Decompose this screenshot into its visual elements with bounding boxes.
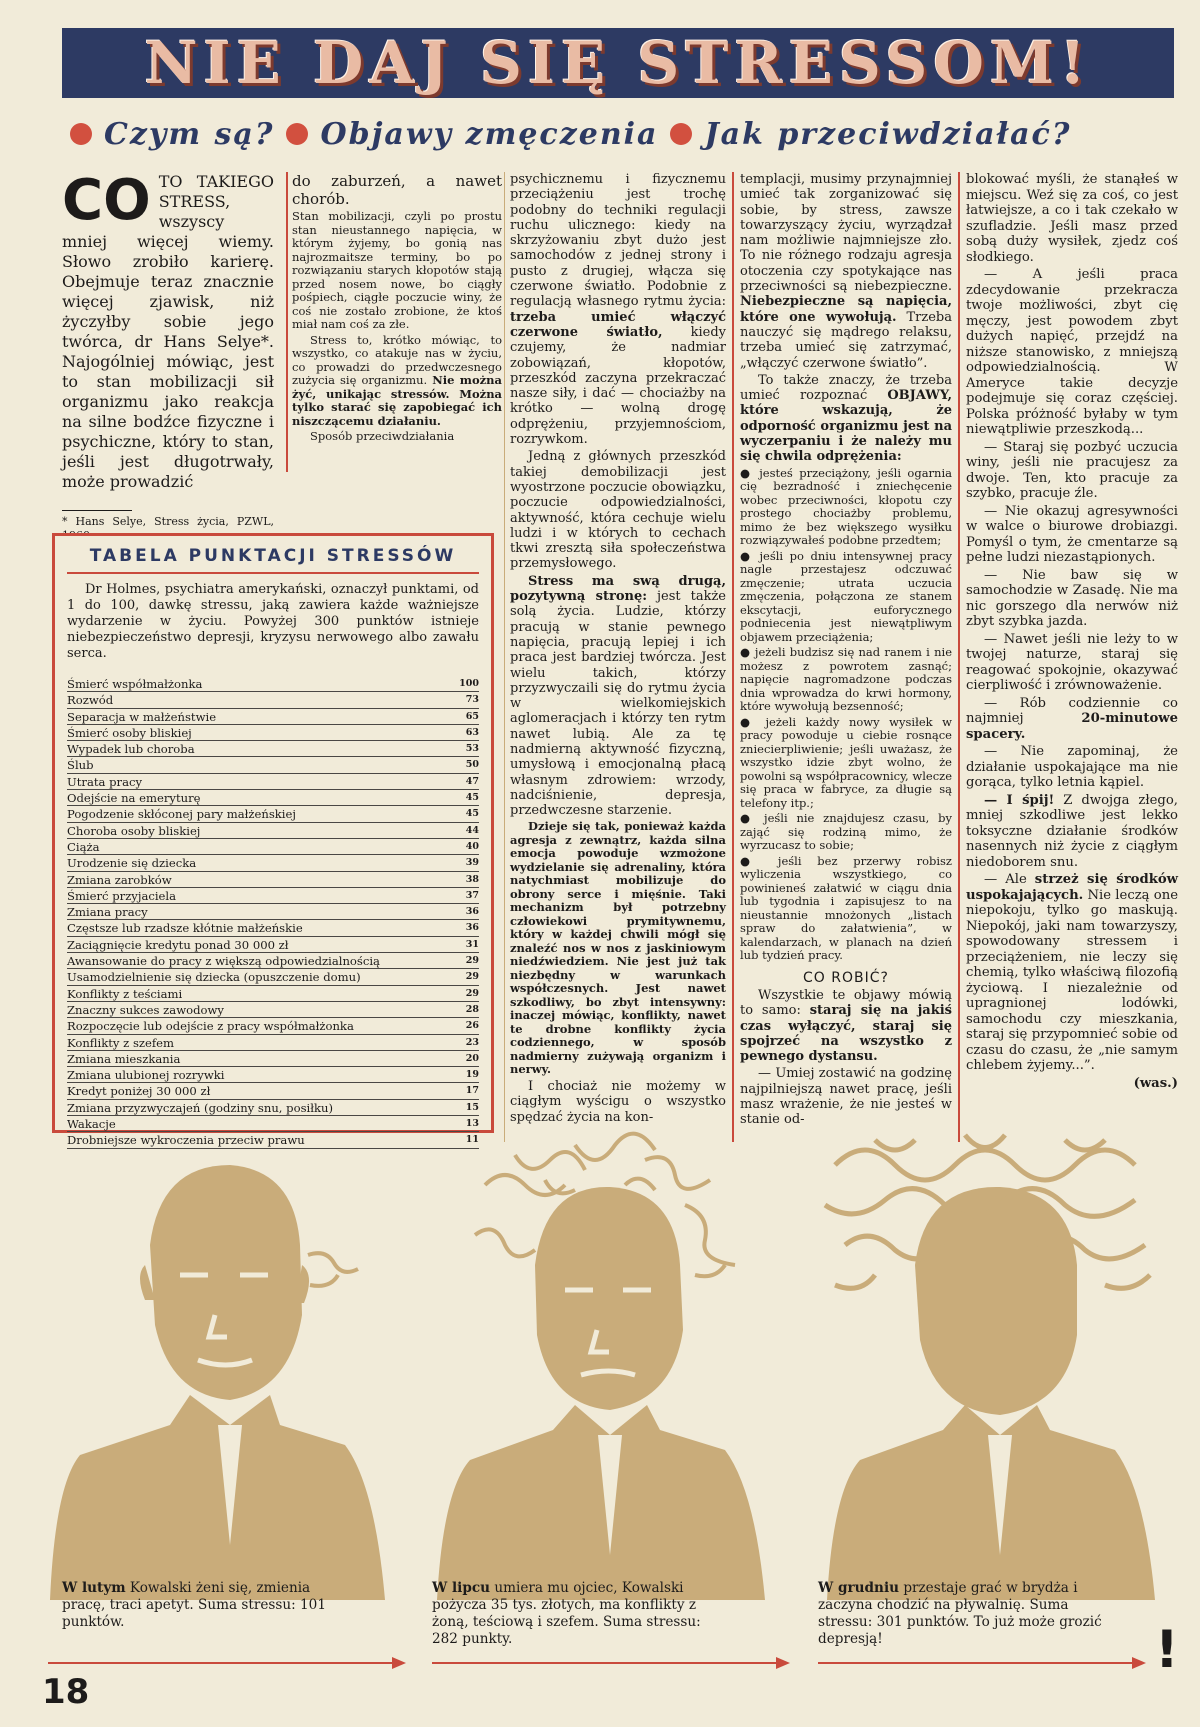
col4-p4: — Umiej zostawić na godzinę najpilniejszą nawet pracę, jeśli masz wrażenie, że nie jesteś w stanie od-	[740, 1066, 952, 1128]
table-row-label: Pogodzenie skłóconej pary małżeńskiej	[67, 807, 296, 822]
table-row-label: Ślub	[67, 758, 94, 773]
table-row-points: 65	[465, 710, 479, 722]
table-row	[67, 1035, 479, 1051]
table-row	[67, 741, 479, 757]
subhead-1: Czym są?	[104, 116, 275, 152]
table-row-label: Zmiana ulubionej rozrywki	[67, 1068, 225, 1083]
col5-p9-bold: — I śpij!	[984, 792, 1055, 808]
col2-p2: Stan mobilizacji, czyli po prostu stan nieustannego napięcia, w którym żyjemy, bo gonią nas najrozmaitsze terminy, bo po rozwiązaniu starych kłopotów stają przed nosem nowe, bo ciągły pośpiech, ciągłe poczucie winy, że coś nie zostało zrobione, że ktoś miał nam coś za złe.	[292, 209, 502, 331]
caption-december-text: przestaje grać w brydża i zaczyna chodzić na pływalnię. Suma stressu: 301 punktów. To już może grozić depresją!	[818, 1580, 1102, 1647]
col5-p2: — A jeśli praca zdecydowanie przekracza twoje możliwości, zbyt cię męczy, jest powodem zbyt dużych napięć, przejdź na niższe stanowisko, z mniejszą odpowiedzialnością. W Ameryce takie decyzje podejmuje się coraz częściej. Polska próżność byłaby w tym niewątpliwie przeszkodą...	[966, 267, 1178, 437]
symptom-2: ● jeśli po dniu intensywnej pracy nagle przestajesz odczuwać zmęczenie; utrata uczucia zmęczenia, połączona ze stanem ekscytacji, euforycznego podniecenia jest niewątpliwym objawem przeciążenia;	[740, 548, 952, 644]
section-heading: CO ROBIĆ?	[803, 969, 889, 986]
col3-p3	[510, 574, 726, 819]
table-row-label: Choroba osoby bliskiej	[67, 823, 201, 838]
table-row	[67, 986, 479, 1002]
table-row	[67, 823, 479, 839]
subhead-3: Jak przeciwdziałać?	[704, 116, 1072, 152]
symptom-5: ● jeśli nie znajdujesz czasu, by zająć się rodziną mimo, że wyrzucasz to sobie;	[740, 811, 952, 853]
table-row	[67, 872, 479, 888]
table-row-points: 45	[465, 808, 479, 820]
subhead-2: Objawy zmęczenia	[320, 116, 659, 152]
table-row-points: 39	[465, 857, 479, 869]
table-row-points: 44	[465, 824, 479, 836]
table-row-label: Urodzenie się dziecka	[67, 856, 197, 871]
table-row-points: 11	[465, 1134, 479, 1146]
caption-february	[62, 1580, 342, 1631]
table-row-points: 36	[465, 922, 479, 934]
illustration-calm-man	[40, 1125, 395, 1600]
title-banner	[62, 28, 1174, 98]
table-row-points: 31	[465, 938, 479, 950]
table-row-points: 37	[465, 889, 479, 901]
timeline-arrow-icon	[818, 1656, 1148, 1670]
col4-p1-bold: Niebezpieczne są napięcia, które one wywołują.	[740, 294, 952, 325]
col5-p6: — Nawet jeśli nie leży to w twojej naturze, staraj się reagować spokojnie, okazywać cierpliwość i zrównoważenie.	[966, 631, 1178, 693]
footnote-text: * Hans Selye, Stress życia, PZWL,	[62, 515, 274, 528]
symptom-1: ● jesteś przeciążony, jeśli ogarnia cię bezradność i zniechęcenie wobec przeciwności, kłopotu czy prostego chociażby problemu, mimo że bez większego wysiłku rozwiązywałeś podobne przedtem;	[740, 465, 952, 548]
col5-p4: — Nie okazuj agresywności w walce o biurowe drobiazgi. Pomyśl o tym, że cmentarze są pełne ludzi niezastąpionych.	[966, 503, 1178, 565]
table-row-label: Ciąża	[67, 839, 100, 854]
table-row-points: 15	[465, 1101, 479, 1113]
table-row-points: 73	[465, 694, 479, 706]
table-row-points: 53	[465, 743, 479, 755]
col2-p3-text: Stress to, krótko mówiąc, to wszystko, co atakuje nas w życiu, co prowadzi do przedwczesnego zużycia się organizmu.	[292, 332, 502, 387]
subheads	[58, 112, 1178, 156]
table-row-points: 100	[459, 678, 479, 689]
page-title: NIE DAJ SIĘ STRESSOM!	[144, 29, 1092, 97]
table-row-label: Konflikty z szefem	[67, 1035, 175, 1050]
col5-p1: blokować myśli, że stanąłeś w miejscu. Weź się za coś, co jest łatwiejsze, a co i tak czekało w szufladzie. Jeśli masz przed sobą duży wysiłek, zjedz coś słodkiego.	[966, 172, 1178, 265]
table-row-label: Zmiana pracy	[67, 905, 148, 920]
table-row	[67, 790, 479, 806]
table-row	[67, 920, 479, 936]
col4-p3	[740, 988, 952, 1064]
table-row-label: Konflikty z teściami	[67, 986, 183, 1001]
col4-p1-text2: Trzeba nauczyć się mądrego relaksu, trzeba umieć się zatrzymać, „włączyć czerwone światło”.	[740, 309, 952, 371]
table-row-points: 20	[465, 1052, 479, 1064]
table-row	[67, 806, 479, 822]
table-row-points: 26	[465, 1020, 479, 1032]
caption-february-text: Kowalski żeni się, zmienia pracę, traci apetyt. Suma stressu: 101 punktów.	[62, 1580, 326, 1630]
col2-p3-bold: Nie można żyć, unikając stressów. Można tylko starać się zapobiegać ich niszczącemu działaniu.	[292, 373, 502, 428]
table-row-label: Śmierć przyjaciela	[67, 888, 177, 903]
col3-p4: Dzieje się tak, ponieważ każda agresja z zewnątrz, każda silna emocja powoduje wzmożone wydzielanie się adrenaliny, która natychmiast mobilizuje do obrony serce i mięśnie. Taki mechanizm był potrzebny człowiekowi prymitywnemu, który w każdej chwili mógł się znaleźć nos w nos z jaskiniowym niedźwiedziem. Nie jest już tak niezbędny w warunkach współczesnych. Jest nawet szkodliwy, bo zbyt intensywny: inaczej mówiąc, konflikty, nawet te drobne konflikty życia codziennego, w sposób nadmierny zużywają organizm i nerwy.	[510, 819, 726, 1077]
timeline-arrow-icon	[48, 1656, 408, 1670]
page-number: 18	[42, 1672, 90, 1712]
table-row-label: Znaczny sukces zawodowy	[67, 1002, 224, 1017]
table-row	[67, 774, 479, 790]
col3-p5: I chociaż nie możemy w ciągłym wyścigu o wszystko spędzać życia na kon-	[510, 1078, 726, 1125]
col5-p9-text: Z dwojga złego, mniej szkodliwe jest lekko toksyczne działanie środków nasennych niż życie z ciągłym niedoborem snu.	[966, 792, 1178, 870]
table-row-label: Wypadek lub choroba	[67, 742, 195, 757]
table-row-label: Kredyt poniżej 30 000 zł	[67, 1084, 211, 1099]
table-row	[67, 1083, 479, 1099]
table-row-label: Odejście na emeryturę	[67, 791, 201, 806]
table-row	[67, 757, 479, 773]
table-row-label: Śmierć współmałżonka	[67, 677, 203, 691]
table-row-points: 63	[465, 726, 479, 738]
caption-july-lead: W lipcu	[432, 1580, 490, 1596]
col3-p1-bold: trzeba umieć włączyć czerwone światło,	[510, 309, 726, 340]
table-row-points: 23	[465, 1036, 479, 1048]
col3-p1	[510, 172, 726, 447]
table-row-points: 19	[465, 1069, 479, 1081]
table-row-label: Utrata pracy	[67, 774, 143, 789]
col4-p1	[740, 172, 952, 371]
table-row-points: 45	[465, 792, 479, 804]
col4-p2-text: To także znaczy, że trzeba umieć rozpoznać	[740, 372, 952, 404]
table-row-label: Zaciągnięcie kredytu ponad 30 000 zł	[67, 937, 289, 952]
table-row-points: 28	[465, 1003, 479, 1015]
table-row-label: Usamodzielnienie się dziecka (opuszczenie domu)	[67, 970, 361, 985]
col5-p8: — Nie zapominaj, że działanie uspokajające ma nie gorąca, tylko letnia kąpiel.	[966, 744, 1178, 790]
table-row	[67, 1051, 479, 1067]
col5-p7	[966, 696, 1178, 743]
table-rows	[67, 676, 479, 1149]
table-row-label: Rozpoczęcie lub odejście z pracy współmałżonka	[67, 1019, 354, 1034]
col4-p2-bold: OBJAWY, które wskazują, że odporność organizmu jest na wyczerpaniu i że należy mu się chwila odprężenia:	[740, 388, 952, 465]
table-row	[67, 1100, 479, 1116]
table-row-label: Drobniejsze wykroczenia przeciw prawu	[67, 1133, 305, 1148]
table-row-points: 36	[465, 906, 479, 918]
drop-cap: CO	[62, 168, 151, 233]
symptom-6: ● jeśli bez przerwy robisz wyliczenia wszystkiego, co powinieneś załatwić w ciągu dnia lub tygodnia i zapisujesz to na nieustannie mnożonych „listach spraw do załatwienia”, w kalendarzach, w planach na dzień lub tydzień pracy.	[740, 853, 952, 963]
table-row-points: 13	[465, 1118, 479, 1130]
table-row	[67, 855, 479, 871]
col2-p4: Sposób przeciwdziałania	[310, 429, 455, 443]
table-title: TABELA PUNKTACJI STRESSÓW	[67, 546, 479, 574]
col5-p3: — Staraj się pozbyć uczucia winy, jeśli nie pracujesz za dwoje. Ten, kto pracuje za szybko, pracuje źle.	[966, 439, 1178, 501]
col3-p1-text2: kiedy czujemy, że nadmiar zobowiązań, kłopotów, przeszkód zaczyna przekraczać nasze siły, i dać — chociażby na krótko — wolną drogę odprężeniu, przyjemnościom, rozrywkom.	[510, 324, 726, 448]
table-row-points: 40	[465, 840, 479, 852]
table-row-label: Zmiana zarobków	[67, 872, 172, 887]
col5-p5: — Nie baw się w samochodzie w Zasadę. Nie ma nic gorszego dla nerwów niż zbyt szybka jazda.	[966, 567, 1178, 629]
table-row-label: Częstsze lub rzadsze kłótnie małżeńskie	[67, 921, 303, 936]
table-row-points: 29	[465, 955, 479, 967]
col2-p1: do zaburzeń, a nawet chorób.	[292, 172, 502, 208]
caption-july	[432, 1580, 717, 1648]
table-row-label: Rozwód	[67, 693, 114, 708]
bullet-dot-icon	[286, 123, 308, 145]
table-row-label: Separacja w małżeństwie	[67, 709, 217, 724]
col5-p7-text: — Rób codziennie co najmniej	[966, 695, 1178, 726]
illustration-exploding-man	[815, 1125, 1170, 1600]
table-row	[67, 1067, 479, 1083]
caption-july-text: umiera mu ojciec, Kowalski pożycza 35 tys. złotych, ma konflikty z żoną, teściową i szefem. Suma stressu: 282 punkty.	[432, 1580, 701, 1647]
table-row-label: Awansowanie do pracy z większą odpowiedzialnością	[67, 954, 380, 969]
col3-p3-bold: Stress ma swą drugą, pozytywną stronę:	[510, 573, 726, 605]
table-row	[67, 692, 479, 708]
col4-p1-text: templacji, musimy przynajmniej umieć tak zorganizować się sobie, by stress, zawsze towarzyszący życiu, wyrządzał nam możliwie najmniejsze zło. To nie różnego rodzaju agresja otoczenia czy spotykające nas przeciwności są niebezpieczne.	[740, 172, 952, 295]
column-divider	[504, 172, 505, 1142]
column-3	[510, 172, 726, 1142]
symptom-4: ● jeżeli każdy nowy wysiłek w pracy powoduje u ciebie rosnące zniecierpliwienie; jeśli uważasz, że wszystko idzie zbyt wolno, że powolni są współpracownicy, wlecze się praca w fabryce, za długie są telefony itp.;	[740, 714, 953, 810]
table-row-points: 47	[465, 775, 479, 787]
col3-p2: Jedną z głównych przeszkód takiej demobilizacji jest wyostrzone poczucie obowiązku, poczucie odpowiedzialności, aktywność, która cechuje wielu ludzi i w których to cechach tkwi zresztą siła społeczeństwa przemysłowego.	[510, 449, 726, 572]
caption-december-lead: W grudniu	[818, 1580, 899, 1596]
column-5	[966, 172, 1178, 1132]
col5-p10-bold: strzeż się środków uspokajających.	[966, 872, 1178, 903]
column-divider	[732, 172, 734, 1142]
table-row-label: Wakacje	[67, 1117, 116, 1132]
table-row	[67, 709, 479, 725]
bullet-dot-icon	[70, 123, 92, 145]
col4-p3-bold: staraj się na jakiś czas wyłączyć, staraj się spojrzeć na wszystko z pewnego dystansu.	[740, 1003, 952, 1065]
timeline-arrow-icon	[432, 1656, 792, 1670]
column-divider	[286, 172, 288, 472]
table-row	[67, 1018, 479, 1034]
table-row	[67, 839, 479, 855]
col3-p1-text: psychicznemu i fizycznemu przeciążeniu jest trochę podobny do techniki regulacji ruchu ulicznego: kiedy na skrzyżowaniu zbyt dużo jest samochodów z jednej strony i pusto z drugiej, włącza się czerwone światło. Podobnie z regulacją własnego rytmu życia:	[510, 172, 726, 310]
col4-p3-text: Wszystkie te objawy mówią to samo:	[740, 987, 952, 1019]
table-intro: Dr Holmes, psychiatra amerykański, oznaczył punktami, od 1 do 100, dawkę stressu, jaką zawiera każde ważniejsze wydarzenie w życiu. Powyżej 300 punktów istnieje niebezpieczeństwo depresji, kryzysu nerwowego albo zawału serca.	[67, 582, 479, 661]
table-row-label: Zmiana mieszkania	[67, 1051, 181, 1066]
col5-p9	[966, 793, 1178, 871]
table-row-points: 38	[465, 873, 479, 885]
table-row-points: 29	[465, 987, 479, 999]
table-row-label: Śmierć osoby bliskiej	[67, 725, 192, 740]
column-divider	[958, 172, 960, 1142]
col5-p7-bold: 20-minutowe spacery.	[966, 711, 1178, 742]
table-row-points: 17	[465, 1085, 479, 1097]
table-row	[67, 1002, 479, 1018]
bullet-dot-icon	[670, 123, 692, 145]
table-row-points: 50	[465, 759, 479, 771]
table-row	[67, 969, 479, 985]
caption-february-lead: W lutym	[62, 1580, 126, 1596]
col5-p10	[966, 872, 1178, 1074]
illustration-stressed-man	[425, 1125, 780, 1600]
symptom-3: ● jeżeli budzisz się nad ranem i nie możesz z powrotem zasnąć; napięcie nagromadzone podczas dnia wprowadza do krwi hormony, które wywołują bezsenność;	[740, 645, 952, 714]
table-row	[67, 725, 479, 741]
column-1	[62, 168, 274, 528]
table-row-label: Zmiana przyzwyczajeń (godziny snu, posiłku)	[67, 1100, 334, 1115]
table-row	[67, 676, 479, 692]
column-4	[740, 172, 952, 1142]
col5-p10-text: — Ale	[984, 872, 1027, 887]
table-row	[67, 937, 479, 953]
table-row-points: 29	[465, 971, 479, 983]
col3-p3-text: jest także solą życia. Ludzie, którzy pracują w stanie pewnego napięcia, pracują lepiej i ich praca jest bardziej twórcza. Jest wielu takich, którzy przyzwyczaili się do rytmu życia w wielkomiejskich aglomeracjach i którzy ten rytm nawet lubią. Ale za tę nadmierną aktywność fizyczną, umysłową i emocjonalną płacą własnym zdrowiem: wrzody, nadciśnienie, depresja, przedwczesne starzenie.	[510, 589, 726, 819]
table-row	[67, 904, 479, 920]
table-row	[67, 888, 479, 904]
stress-points-table	[52, 533, 494, 1148]
intro-paragraph: TO TAKIEGO STRESS, wszyscy mniej więcej wiemy. Słowo zrobiło karierę. Obejmuje teraz znacznie więcej zjawisk, niż życzyłby sobie jego twórca, dr Hans Selye*. Najogólniej mówiąc, jest to stan mobilizacji sił organizmu jako reakcja na silne bodźce fizyczne i psychiczne, który to stan, jeśli jest długotrwały, może prowadzić	[62, 172, 274, 491]
column-2	[292, 172, 502, 522]
col4-p2	[740, 373, 952, 465]
table-row	[67, 953, 479, 969]
footnote-rule	[62, 510, 132, 511]
exclamation-mark: !	[1155, 1620, 1179, 1680]
col5-p10-text2: Nie leczą one niepokoju, tylko go maskują. Niepokój, jaki nam towarzyszy, spowodowany stressem i przeciążeniem, nie leczy się chemią, tylko właściwą filozofią życiową. I niezależnie od upragnionej lodówki, samochodu czy mieszkania, staraj się przypomnieć sobie od czasu do czasu, że „nie samym chlebem żyjemy...”.	[966, 887, 1178, 1073]
col2-p3	[292, 334, 502, 429]
author-signature: (was.)	[1133, 1075, 1178, 1091]
caption-december	[818, 1580, 1118, 1648]
